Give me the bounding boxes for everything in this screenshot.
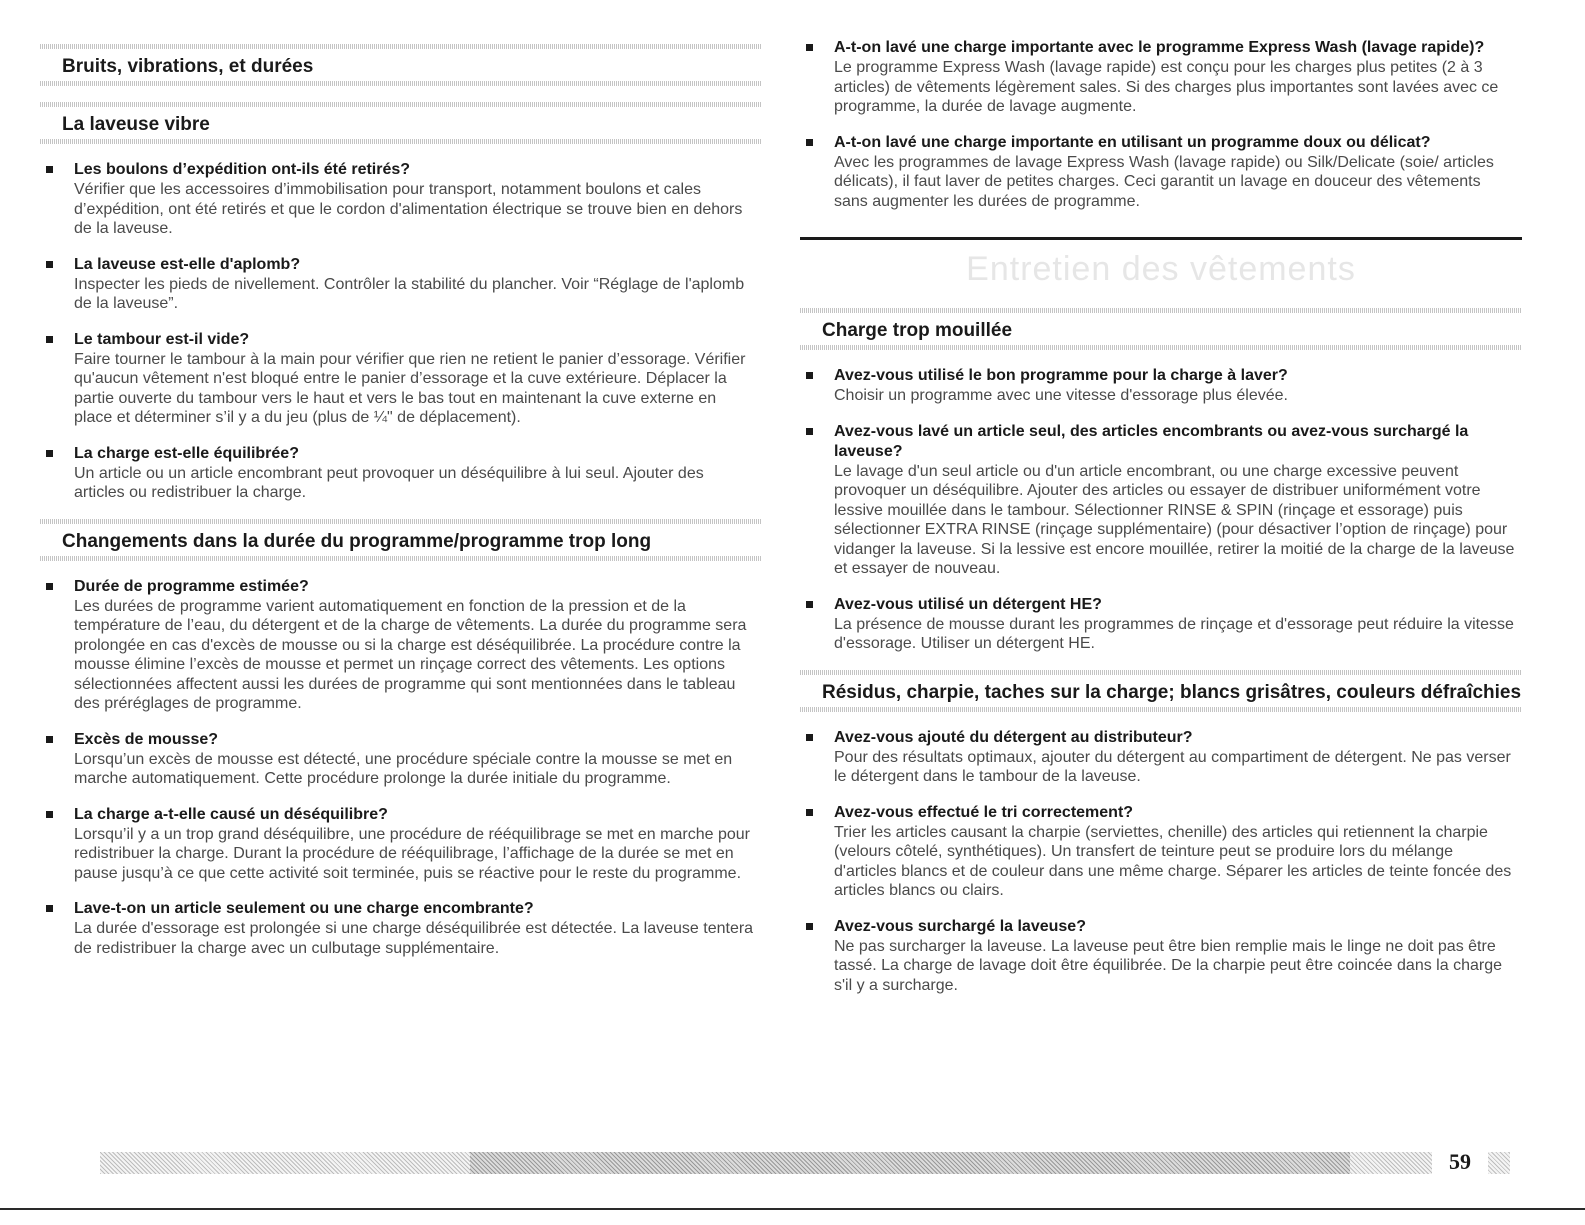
troubleshooting-list xyxy=(40,577,762,965)
left-column xyxy=(40,44,762,964)
section-heading: Résidus, charpie, taches sur la charge; blancs grisâtres, couleurs défraîchies xyxy=(800,670,1522,712)
square-bullet-icon xyxy=(806,809,813,816)
square-bullet-icon xyxy=(806,734,813,741)
list-item xyxy=(800,422,1518,579)
question-text: Avez-vous ajouté du détergent au distributeur? xyxy=(834,728,1193,746)
question-text: La charge a-t-elle causé un déséquilibre? xyxy=(74,805,388,823)
square-bullet-icon xyxy=(806,923,813,930)
right-column xyxy=(800,24,1522,1001)
question-text: La laveuse est-elle d'aplomb? xyxy=(74,255,301,273)
list-item xyxy=(40,805,758,884)
answer-text: La présence de mousse durant les programmes de rinçage et d'essorage peut réduire la vitesse d'essorage. Utiliser un détergent HE. xyxy=(834,615,1514,652)
list-item xyxy=(40,330,758,428)
square-bullet-icon xyxy=(806,372,813,379)
list-item xyxy=(40,255,758,314)
troubleshooting-list xyxy=(40,160,762,509)
square-bullet-icon xyxy=(806,428,813,435)
square-bullet-icon xyxy=(46,166,53,173)
section-heading: Charge trop mouillée xyxy=(800,308,1522,350)
question-text: A-t-on lavé une charge importante avec le programme Express Wash (lavage rapide)? xyxy=(834,39,1485,56)
list-item xyxy=(40,444,758,503)
square-bullet-icon xyxy=(46,583,53,590)
section-heading: La laveuse vibre xyxy=(40,102,762,144)
list-item xyxy=(40,730,758,789)
list-item xyxy=(800,595,1518,654)
answer-text: Trier les articles causant la charpie (serviettes, chenille) des articles qui retiennent la charpie (velours côtelé, synthétiques). Un transfert de teinture peut se produire lors du mélange d'articles blancs et de couleur dans une même charge. Séparer les articles de teinte foncée des articles blancs ou clairs. xyxy=(834,823,1512,899)
answer-text: Inspecter les pieds de nivellement. Contrôler la stabilité du plancher. Voir “Réglage de l'aplomb de la laveuse”. xyxy=(74,275,745,312)
list-item xyxy=(40,899,758,958)
question-text: A-t-on lavé une charge importante en utilisant un programme doux ou délicat? xyxy=(834,133,1431,151)
question-text: Le tambour est-il vide? xyxy=(74,330,250,348)
answer-text: Les durées de programme varient automatiquement en fonction de la pression et de la température de l’eau, du détergent et de la charge de vêtements. La durée du programme sera prolongée en cas d'excès de mousse ou si la charge est déséquilibrée. La procédure contre la mousse élimine l’excès de mousse et permet un rinçage correct des vêtements. Les options sélectionnées affectent aussi les durées de programme qui sont mentionnées dans le tableau des préréglages de programme. xyxy=(74,597,747,712)
question-text: Lave-t-on un article seulement ou une charge encombrante? xyxy=(74,900,534,917)
answer-text: Pour des résultats optimaux, ajouter du détergent au compartiment de détergent. Ne pas verser le détergent dans le tambour de la laveuse. xyxy=(834,748,1511,785)
answer-text: Le programme Express Wash (lavage rapide) est conçu pour les charges plus petites (2 à 3 articles) de vêtements légèrement sales. Si des charges plus importantes sont lavées avec ce programme, la durée de lavage augmente. xyxy=(834,59,1499,115)
answer-text: Faire tourner le tambour à la main pour vérifier que rien ne retient le panier d’essorage. Vérifier qu'aucun vêtement n'est bloqué entre le panier d’essorage et la cuve extérieure. Déplacer la partie ouverte du tambour vers le haut et vers le bas tout en maintenant la cuve externe en place et déterminer s’il y a du jeu (plus de ¼" de déplacement). xyxy=(74,350,746,426)
section-heading: Bruits, vibrations, et durées xyxy=(40,44,762,86)
list-item xyxy=(800,803,1518,901)
answer-text: Avec les programmes de lavage Express Wash (lavage rapide) ou Silk/Delicate (soie/ articles délicats), il faut laver de petites charges. Ceci garantit un lavage en douceur des vêtements sans augmenter les durées de programme. xyxy=(834,153,1494,210)
square-bullet-icon xyxy=(806,601,813,608)
troubleshooting-list xyxy=(800,728,1522,1002)
square-bullet-icon xyxy=(46,336,53,343)
question-text: Avez-vous utilisé un détergent HE? xyxy=(834,595,1102,613)
square-bullet-icon xyxy=(806,139,813,146)
question-text: Durée de programme estimée? xyxy=(74,577,309,595)
question-text: La charge est-elle équilibrée? xyxy=(74,444,299,462)
list-item xyxy=(800,728,1518,787)
chapter-title: Entretien des vêtements xyxy=(800,237,1522,296)
answer-text: La durée d'essorage est prolongée si une charge déséquilibrée est détectée. La laveuse tentera de redistribuer la charge avec un culbutage supplémentaire. xyxy=(74,920,754,957)
answer-text: Ne pas surcharger la laveuse. La laveuse peut être bien remplie mais le linge ne doit pas être tassé. La charge de lavage doit être équilibrée. De la charpie peut être coincée dans la charge s'il y a surcharge. xyxy=(834,937,1502,994)
list-item xyxy=(800,366,1518,406)
list-item xyxy=(800,917,1518,996)
answer-text: Lorsqu’un excès de mousse est détecté, une procédure spéciale contre la mousse se met en marche automatiquement. Cette procédure prolonge la durée initiale du programme. xyxy=(74,750,733,787)
troubleshooting-list xyxy=(800,366,1522,660)
answer-text: Un article ou un article encombrant peut provoquer un déséquilibre à lui seul. Ajouter des articles ou redistribuer la charge. xyxy=(74,464,704,501)
list-item xyxy=(40,577,758,714)
troubleshooting-list xyxy=(800,38,1522,217)
list-item xyxy=(800,133,1518,212)
page-number: 59 xyxy=(1432,1148,1488,1176)
square-bullet-icon xyxy=(46,905,53,912)
square-bullet-icon xyxy=(46,736,53,743)
square-bullet-icon xyxy=(46,811,53,818)
square-bullet-icon xyxy=(46,450,53,457)
square-bullet-icon xyxy=(806,44,813,51)
question-text: Excès de mousse? xyxy=(74,730,219,748)
list-item xyxy=(800,38,1518,117)
bottom-rule xyxy=(0,1208,1585,1210)
footer-band-dark xyxy=(470,1152,1350,1174)
answer-text: Choisir un programme avec une vitesse d'essorage plus élevée. xyxy=(834,387,1288,404)
answer-text: Le lavage d'un seul article ou d'un article encombrant, ou une charge excessive peuvent provoquer un déséquilibre. Ajouter des articles ou essayer de distribuer uniformément votre lessive mouillée dans le tambour. Sélectionner RINSE & SPIN (rinçage et essorage) puis sélectionner EXTRA RINSE (rinçage supplémentaire) (pour désactiver l’option de rinçage) pour vidanger la laveuse. Si la lessive est encore mouillée, retirer la moitié de la charge de la laveuse et essayer de nouveau. xyxy=(834,462,1515,577)
section-heading: Changements dans la durée du programme/programme trop long xyxy=(40,519,762,561)
answer-text: Vérifier que les accessoires d’immobilisation pour transport, notamment boulons et cales d’expédition, ont été retirés et que le cordon d'alimentation électrique se trouve bien en dehors de la laveuse. xyxy=(74,181,743,237)
question-text: Avez-vous lavé un article seul, des articles encombrants ou avez-vous surchargé la laveuse? xyxy=(834,422,1469,460)
question-text: Les boulons d’expédition ont-ils été retirés? xyxy=(74,161,411,178)
question-text: Avez-vous surchargé la laveuse? xyxy=(834,917,1086,935)
question-text: Avez-vous effectué le tri correctement? xyxy=(834,803,1134,821)
square-bullet-icon xyxy=(46,261,53,268)
question-text: Avez-vous utilisé le bon programme pour la charge à laver? xyxy=(834,367,1288,384)
answer-text: Lorsqu’il y a un trop grand déséquilibre, une procédure de rééquilibrage se met en marche pour redistribuer la charge. Durant la procédure de rééquilibrage, l’affichage de la durée se met en pause jusqu’à ce que cette activité soit terminée, puis se réactive pour le reste du programme. xyxy=(74,825,750,882)
list-item xyxy=(40,160,758,239)
